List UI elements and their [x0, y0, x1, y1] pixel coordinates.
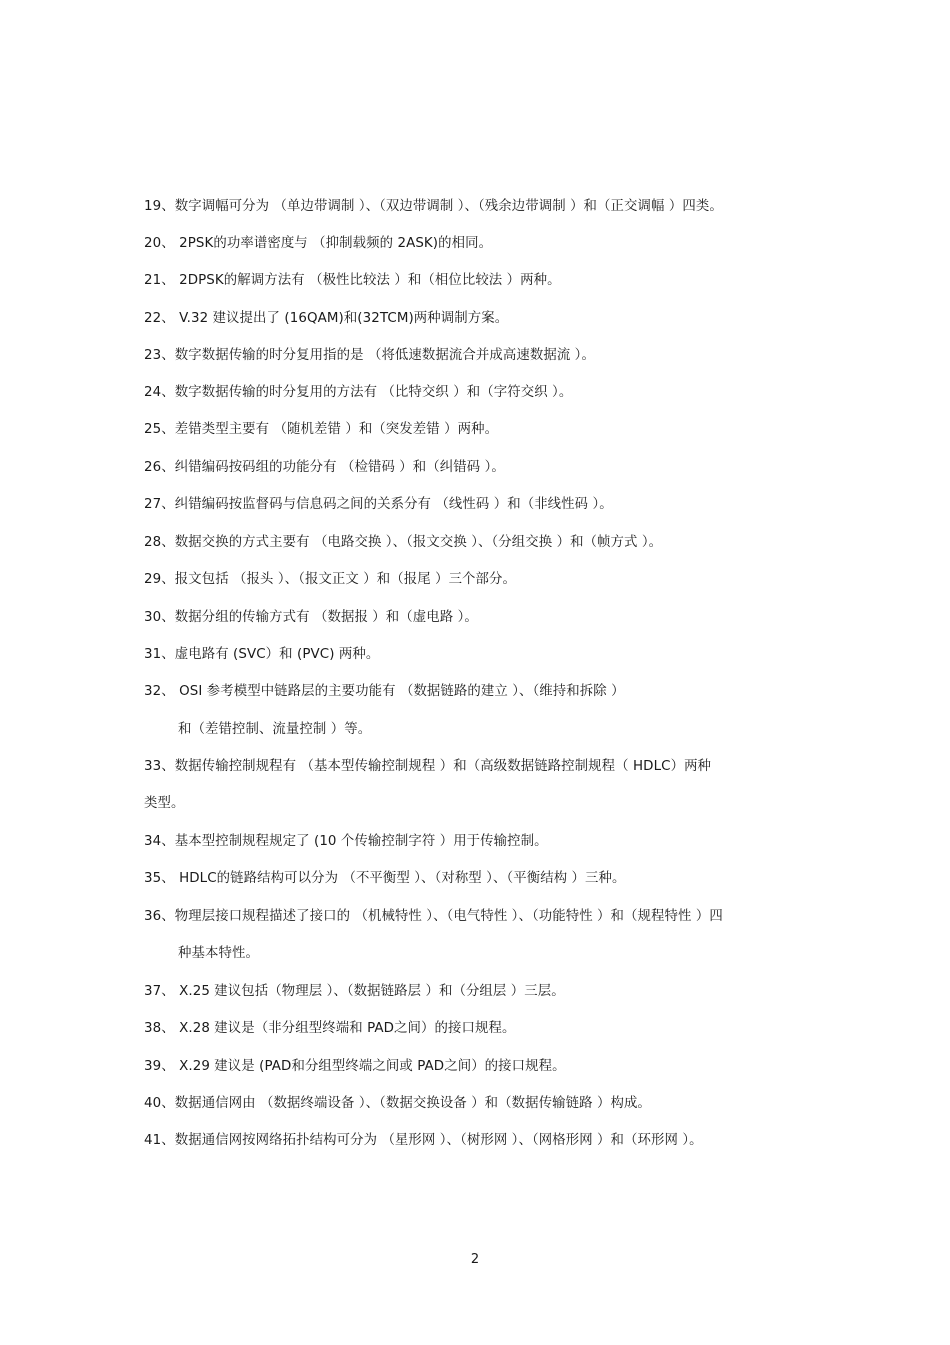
question-39: 39、 X.29 建议是 (PAD和分组型终端之间或 PAD之间）的接口规程。: [144, 1059, 566, 1074]
question-23: 23、数字数据传输的时分复用指的是 （将低速数据流合并成高速数据流 ）。: [144, 348, 595, 363]
question-24: 24、数字数据传输的时分复用的方法有 （比特交织 ）和（字符交织 ）。: [144, 385, 573, 400]
question-20: 20、 2PSK的功率谱密度与 （抑制载频的 2ASK)的相同。: [144, 236, 493, 251]
question-33-continuation: 类型。: [144, 796, 185, 811]
question-38: 38、 X.28 建议是（非分组型终端和 PAD之间）的接口规程。: [144, 1021, 516, 1036]
question-30: 30、数据分组的传输方式有 （数据报 ）和（虚电路 ）。: [144, 610, 478, 625]
question-32-continuation: 和（差错控制、流量控制 ）等。: [178, 722, 372, 737]
question-34: 34、基本型控制规程规定了 (10 个传输控制字符 ）用于传输控制。: [144, 834, 548, 849]
question-33: 33、数据传输控制规程有 （基本型传输控制规程 ）和（高级数据链路控制规程（ HDLC）两种: [144, 759, 712, 774]
question-19: 19、数字调幅可分为 （单边带调制 ）、（双边带调制 ）、（残余边带调制 ）和（正交调幅 ）四类。: [144, 199, 723, 214]
question-list: [144, 0, 809, 1180]
question-41: 41、数据通信网按网络拓扑结构可分为 （星形网 ）、（树形网 ）、（网格形网 ）和（环形网 ）。: [144, 1133, 703, 1148]
question-40: 40、数据通信网由 （数据终端设备 ）、（数据交换设备 ）和（数据传输链路 ）构成。: [144, 1096, 651, 1111]
question-21: 21、 2DPSK的解调方法有 （极性比较法 ）和（相位比较法 ）两种。: [144, 273, 561, 288]
question-28: 28、数据交换的方式主要有 （电路交换 ）、（报文交换 ）、（分组交换 ）和（帧方式 ）。: [144, 535, 663, 550]
question-32: 32、 OSI 参考模型中链路层的主要功能有 （数据链路的建立 ）、（维持和拆除 ）: [144, 684, 625, 699]
question-25: 25、差错类型主要有 （随机差错 ）和（突发差错 ）两种。: [144, 422, 499, 437]
question-35: 35、 HDLC的链路结构可以分为 （不平衡型 ）、（对称型 ）、（平衡结构 ）三种。: [144, 871, 626, 886]
question-31: 31、虚电路有 (SVC）和 (PVC) 两种。: [144, 647, 380, 662]
question-37: 37、 X.25 建议包括（物理层 ）、（数据链路层 ）和（分组层 ）三层。: [144, 984, 565, 999]
question-27: 27、纠错编码按监督码与信息码之间的关系分有 （线性码 ）和（非线性码 ）。: [144, 497, 613, 512]
question-22: 22、 V.32 建议提出了 (16QAM)和(32TCM)两种调制方案。: [144, 311, 509, 326]
question-36-continuation: 种基本特性。: [178, 946, 259, 961]
question-36: 36、物理层接口规程描述了接口的 （机械特性 ）、（电气特性 ）、（功能特性 ）和（规程特性 ）四: [144, 909, 723, 924]
page-number: 2: [470, 1252, 480, 1267]
question-29: 29、报文包括 （报头 ）、（报文正文 ）和（报尾 ）三个部分。: [144, 572, 517, 587]
question-26: 26、纠错编码按码组的功能分有 （检错码 ）和（纠错码 ）。: [144, 460, 505, 475]
